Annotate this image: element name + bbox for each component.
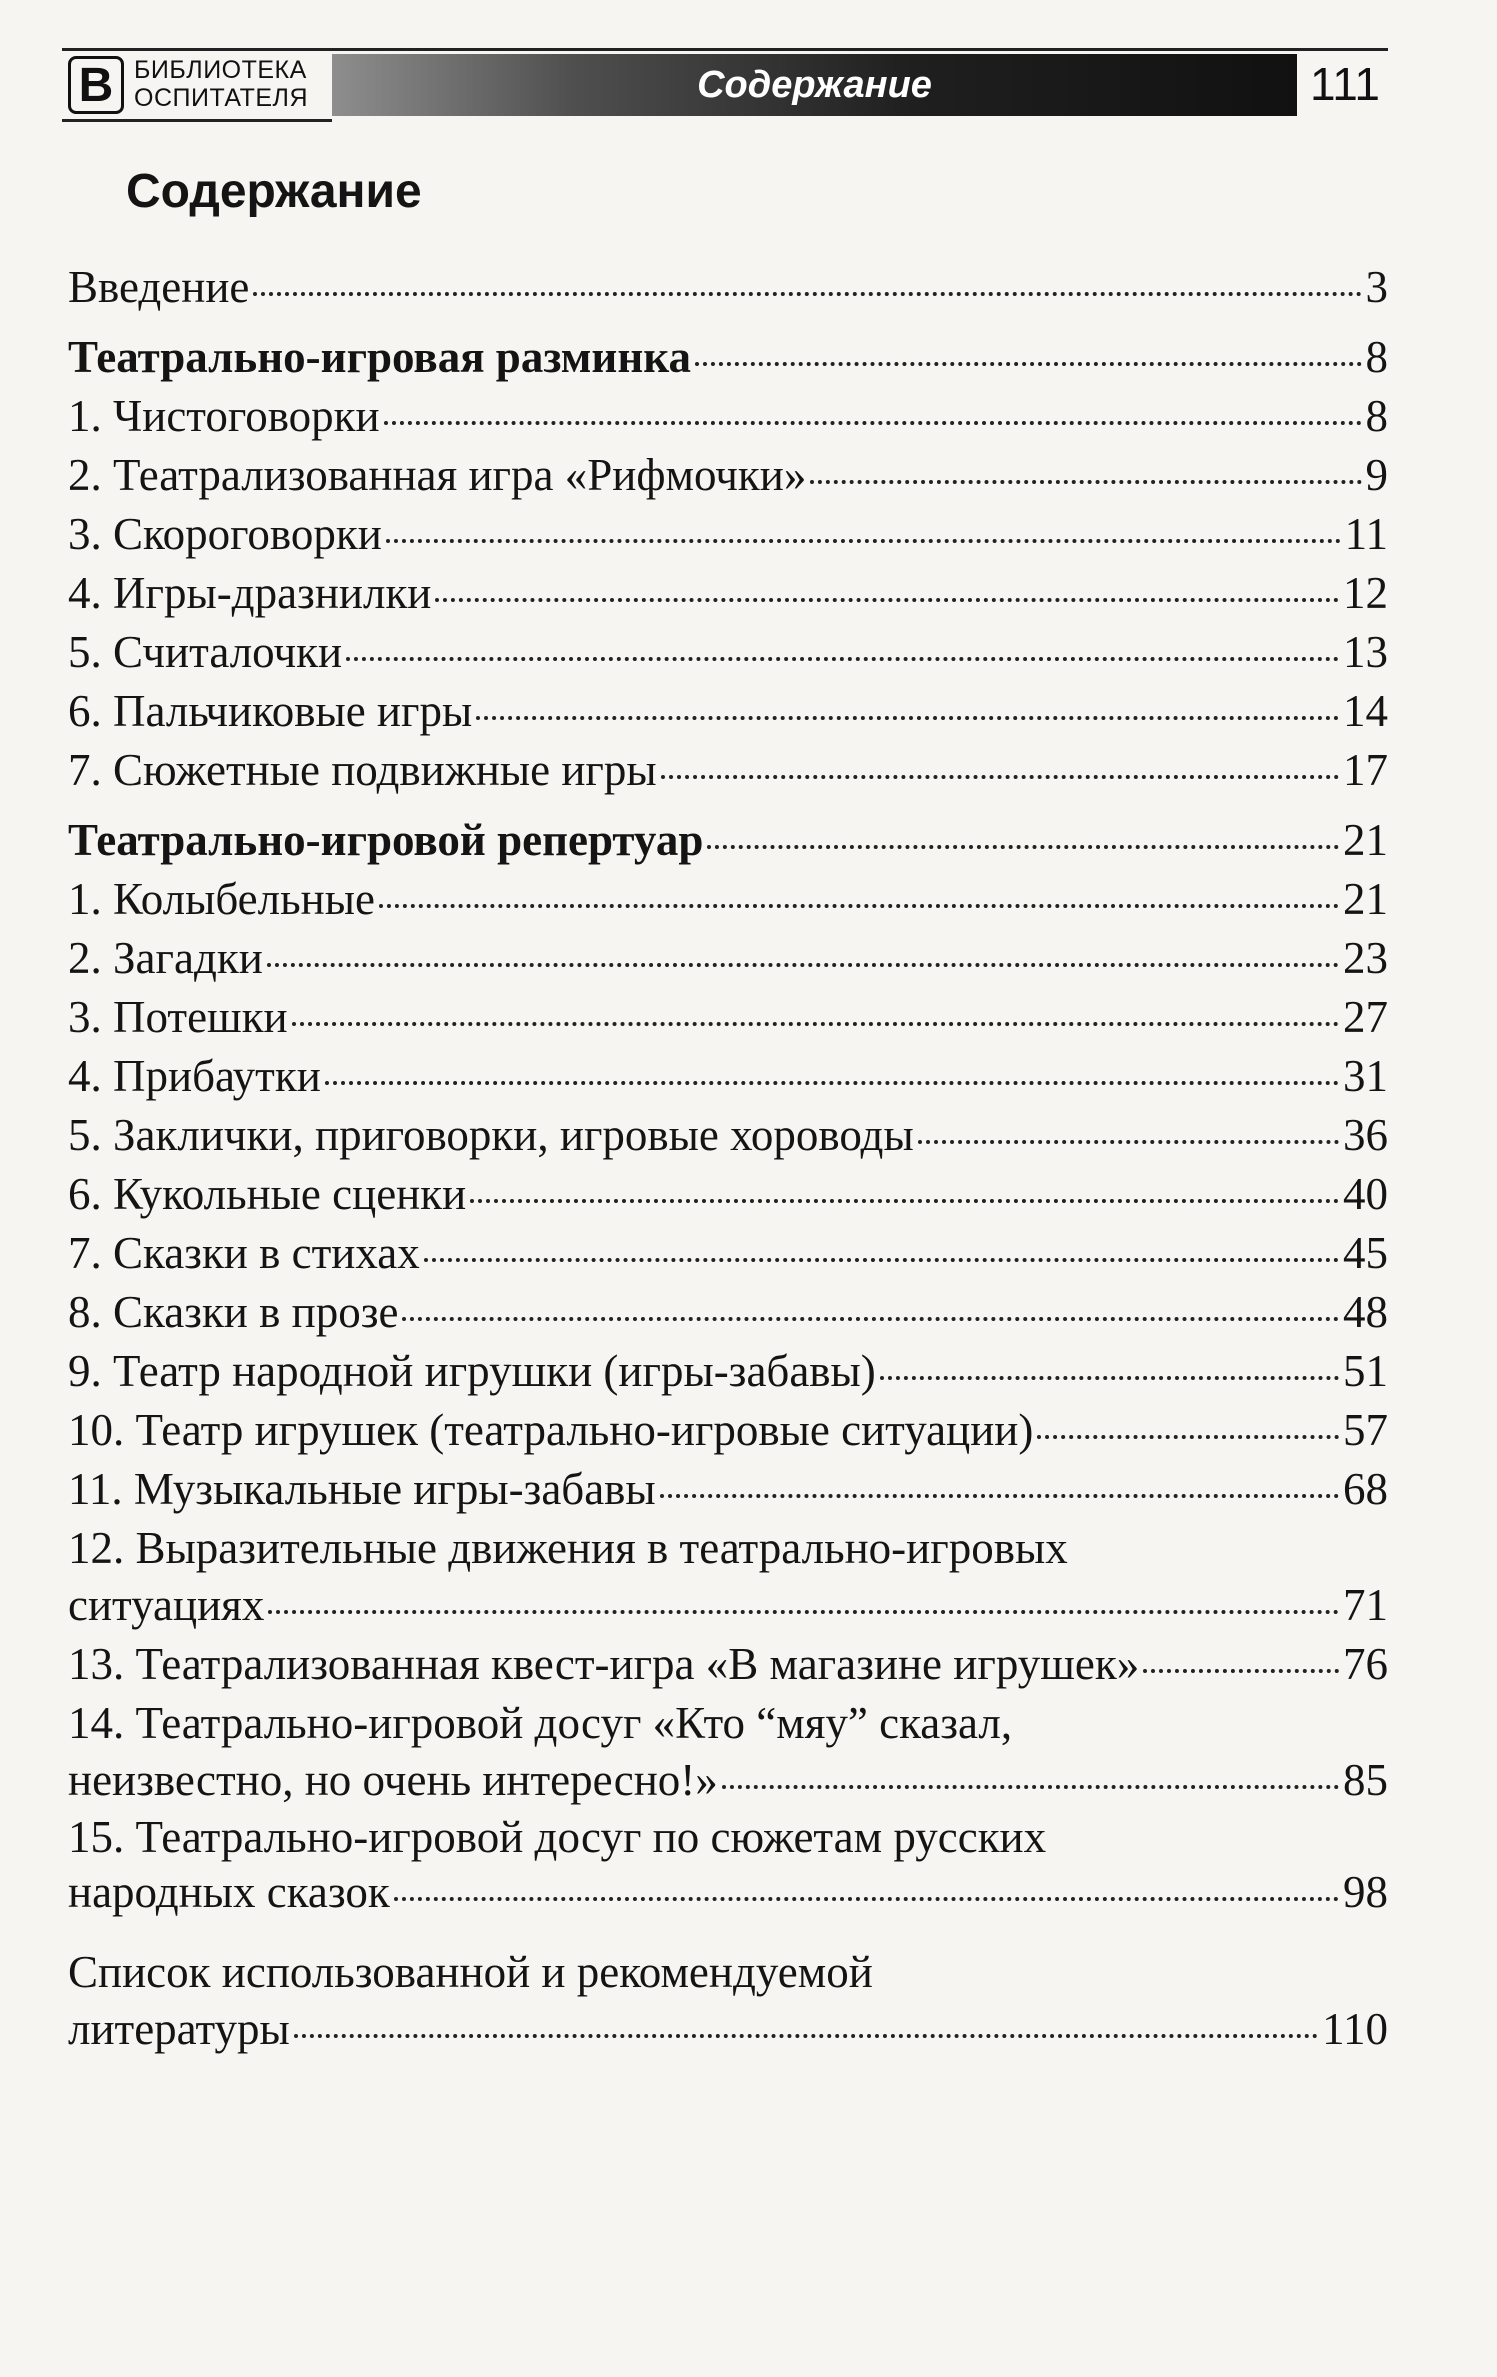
dot-leader: [267, 963, 1339, 967]
toc-entry: [68, 1287, 1388, 1337]
toc-entry: [68, 1110, 1388, 1160]
toc-entry-page: 51: [1343, 1346, 1388, 1396]
toc-entry-title: неизвестно, но очень интересно!»: [68, 1755, 718, 1805]
toc-section: [68, 332, 1388, 382]
toc-entry-first-line: 12. Выразительные движения в театрально-игровых: [68, 1523, 1068, 1573]
toc-section-title: Театрально-игровой репертуар: [68, 815, 704, 865]
series-logo: В: [68, 56, 124, 114]
dot-leader: [346, 657, 1339, 661]
toc-entry-page: 71: [1343, 1580, 1388, 1630]
running-header: [62, 48, 1388, 122]
toc-entry-page: 45: [1343, 1228, 1388, 1278]
toc-entry: [68, 1639, 1388, 1689]
toc-entry: [68, 1464, 1388, 1514]
toc-entry-page: 85: [1343, 1755, 1388, 1805]
toc-entry-page: 14: [1343, 686, 1388, 736]
toc-entry: [68, 686, 1388, 736]
toc-entry-title: 8. Сказки в прозе: [68, 1287, 399, 1337]
toc-entry-first-line: Список использованной и рекомендуемой: [68, 1947, 873, 1997]
dot-leader: [292, 1022, 1339, 1026]
dot-leader: [918, 1140, 1339, 1144]
toc-section-title: Театрально-игровая разминка: [68, 332, 692, 382]
toc-entry-page: 21: [1343, 815, 1388, 865]
toc-entry: [68, 627, 1388, 677]
toc-entry-page: 68: [1343, 1464, 1388, 1514]
toc-entry: [68, 1580, 1388, 1630]
toc-entry: [68, 874, 1388, 924]
header-rule-bottom: [62, 119, 332, 122]
toc-entry: [68, 1169, 1388, 1219]
toc-entry: [68, 450, 1388, 500]
toc-entry-title: 13. Театрализованная квест-игра «В магазине игрушек»: [68, 1639, 1140, 1689]
dot-leader: [695, 362, 1361, 366]
toc-entry: [68, 1051, 1388, 1101]
toc-entry-title: народных сказок: [68, 1867, 390, 1917]
toc-entry-title: литературы: [68, 2004, 290, 2054]
dot-leader: [325, 1081, 1339, 1085]
toc-entry: [68, 1346, 1388, 1396]
toc-entry-title: 4. Прибаутки: [68, 1051, 321, 1101]
dot-leader: [1037, 1435, 1339, 1439]
dot-leader: [253, 292, 1361, 296]
dot-leader: [424, 1258, 1339, 1262]
toc-heading: Содержание: [126, 165, 422, 218]
dot-leader: [470, 1199, 1339, 1203]
section-title: Содержание: [697, 63, 932, 106]
dot-leader: [435, 598, 1339, 602]
toc-entry: [68, 2004, 1388, 2054]
toc-entry-title: ситуациях: [68, 1580, 265, 1630]
toc-entry-page: 11: [1344, 509, 1388, 559]
toc-entry-title: 1. Колыбельные: [68, 874, 375, 924]
toc-entry-title: 6. Пальчиковые игры: [68, 686, 473, 736]
toc-entry: [68, 509, 1388, 559]
dot-leader: [394, 1897, 1339, 1901]
toc-entry: [68, 1755, 1388, 1805]
toc-entry: [68, 1867, 1388, 1917]
toc-section: [68, 815, 1388, 865]
toc-entry-title: 7. Сюжетные подвижные игры: [68, 745, 657, 795]
toc-entry-title: 2. Загадки: [68, 933, 263, 983]
series-name: [134, 56, 334, 112]
page-number: 111: [1310, 58, 1380, 110]
dot-leader: [379, 904, 1339, 908]
toc-entry-title: 1. Чистоговорки: [68, 391, 380, 441]
series-name-line1: БИБЛИОТЕКА: [134, 56, 307, 84]
toc-entry-title: 5. Заклички, приговорки, игровые хороводы: [68, 1110, 914, 1160]
dot-leader: [386, 539, 1341, 543]
toc-entry-page: 12: [1343, 568, 1388, 618]
toc-entry-page: 40: [1343, 1169, 1388, 1219]
toc-entry-page: 8: [1365, 332, 1388, 382]
toc-entry-page: 110: [1322, 2004, 1388, 2054]
toc-entry-title: 2. Театрализованная игра «Рифмочки»: [68, 450, 807, 500]
dot-leader: [402, 1317, 1339, 1321]
toc-entry-title: 11. Музыкальные игры-забавы: [68, 1464, 656, 1514]
toc-entry-title: 6. Кукольные сценки: [68, 1169, 467, 1219]
toc-entry: [68, 391, 1388, 441]
dot-leader: [661, 775, 1339, 779]
toc-entry-page: 76: [1343, 1639, 1388, 1689]
toc-entry: [68, 992, 1388, 1042]
toc-entry-title: 10. Театр игрушек (театрально-игровые ситуации): [68, 1405, 1034, 1455]
toc-entry-title: 3. Потешки: [68, 992, 288, 1042]
series-name-line2: ОСПИТАТЕЛЯ: [134, 84, 309, 112]
toc-entry-page: 31: [1343, 1051, 1388, 1101]
toc-entry-first-line: 15. Театрально-игровой досуг по сюжетам русских: [68, 1812, 1047, 1862]
toc-entry-page: 17: [1343, 745, 1388, 795]
dot-leader: [1143, 1669, 1339, 1673]
dot-leader: [810, 480, 1361, 484]
toc-entry-page: 13: [1343, 627, 1388, 677]
toc-entry-title: 9. Театр народной игрушки (игры-забавы): [68, 1346, 876, 1396]
header-rule-top: [62, 48, 1388, 51]
toc-entry: [68, 745, 1388, 795]
toc-entry-page: 48: [1343, 1287, 1388, 1337]
toc-entry: [68, 1405, 1388, 1455]
toc-entry: [68, 933, 1388, 983]
toc-entry-title: 3. Скороговорки: [68, 509, 382, 559]
toc-entry-page: 23: [1343, 933, 1388, 983]
dot-leader: [476, 716, 1339, 720]
toc-entry-page: 21: [1343, 874, 1388, 924]
toc-entry-page: 57: [1343, 1405, 1388, 1455]
dot-leader: [268, 1610, 1339, 1614]
dot-leader: [722, 1785, 1339, 1789]
dot-leader: [707, 845, 1339, 849]
toc-entry-page: 8: [1365, 391, 1388, 441]
toc-entry-title: Введение: [68, 262, 250, 312]
toc-entry-page: 3: [1365, 262, 1388, 312]
toc-entry-page: 9: [1365, 450, 1388, 500]
dot-leader: [294, 2034, 1318, 2038]
dot-leader: [660, 1494, 1339, 1498]
toc-entry-page: 98: [1343, 1867, 1388, 1917]
dot-leader: [880, 1376, 1339, 1380]
toc-entry: [68, 262, 1388, 312]
toc-entry: [68, 1228, 1388, 1278]
toc-entry-title: 4. Игры-дразнилки: [68, 568, 432, 618]
toc-entry-page: 27: [1343, 992, 1388, 1042]
toc-entry-title: 7. Сказки в стихах: [68, 1228, 420, 1278]
toc-entry-page: 36: [1343, 1110, 1388, 1160]
toc-entry: [68, 568, 1388, 618]
dot-leader: [384, 421, 1362, 425]
toc-entry-title: 5. Считалочки: [68, 627, 343, 677]
toc-entry-first-line: 14. Театрально-игровой досуг «Кто “мяу” сказал,: [68, 1698, 1013, 1748]
